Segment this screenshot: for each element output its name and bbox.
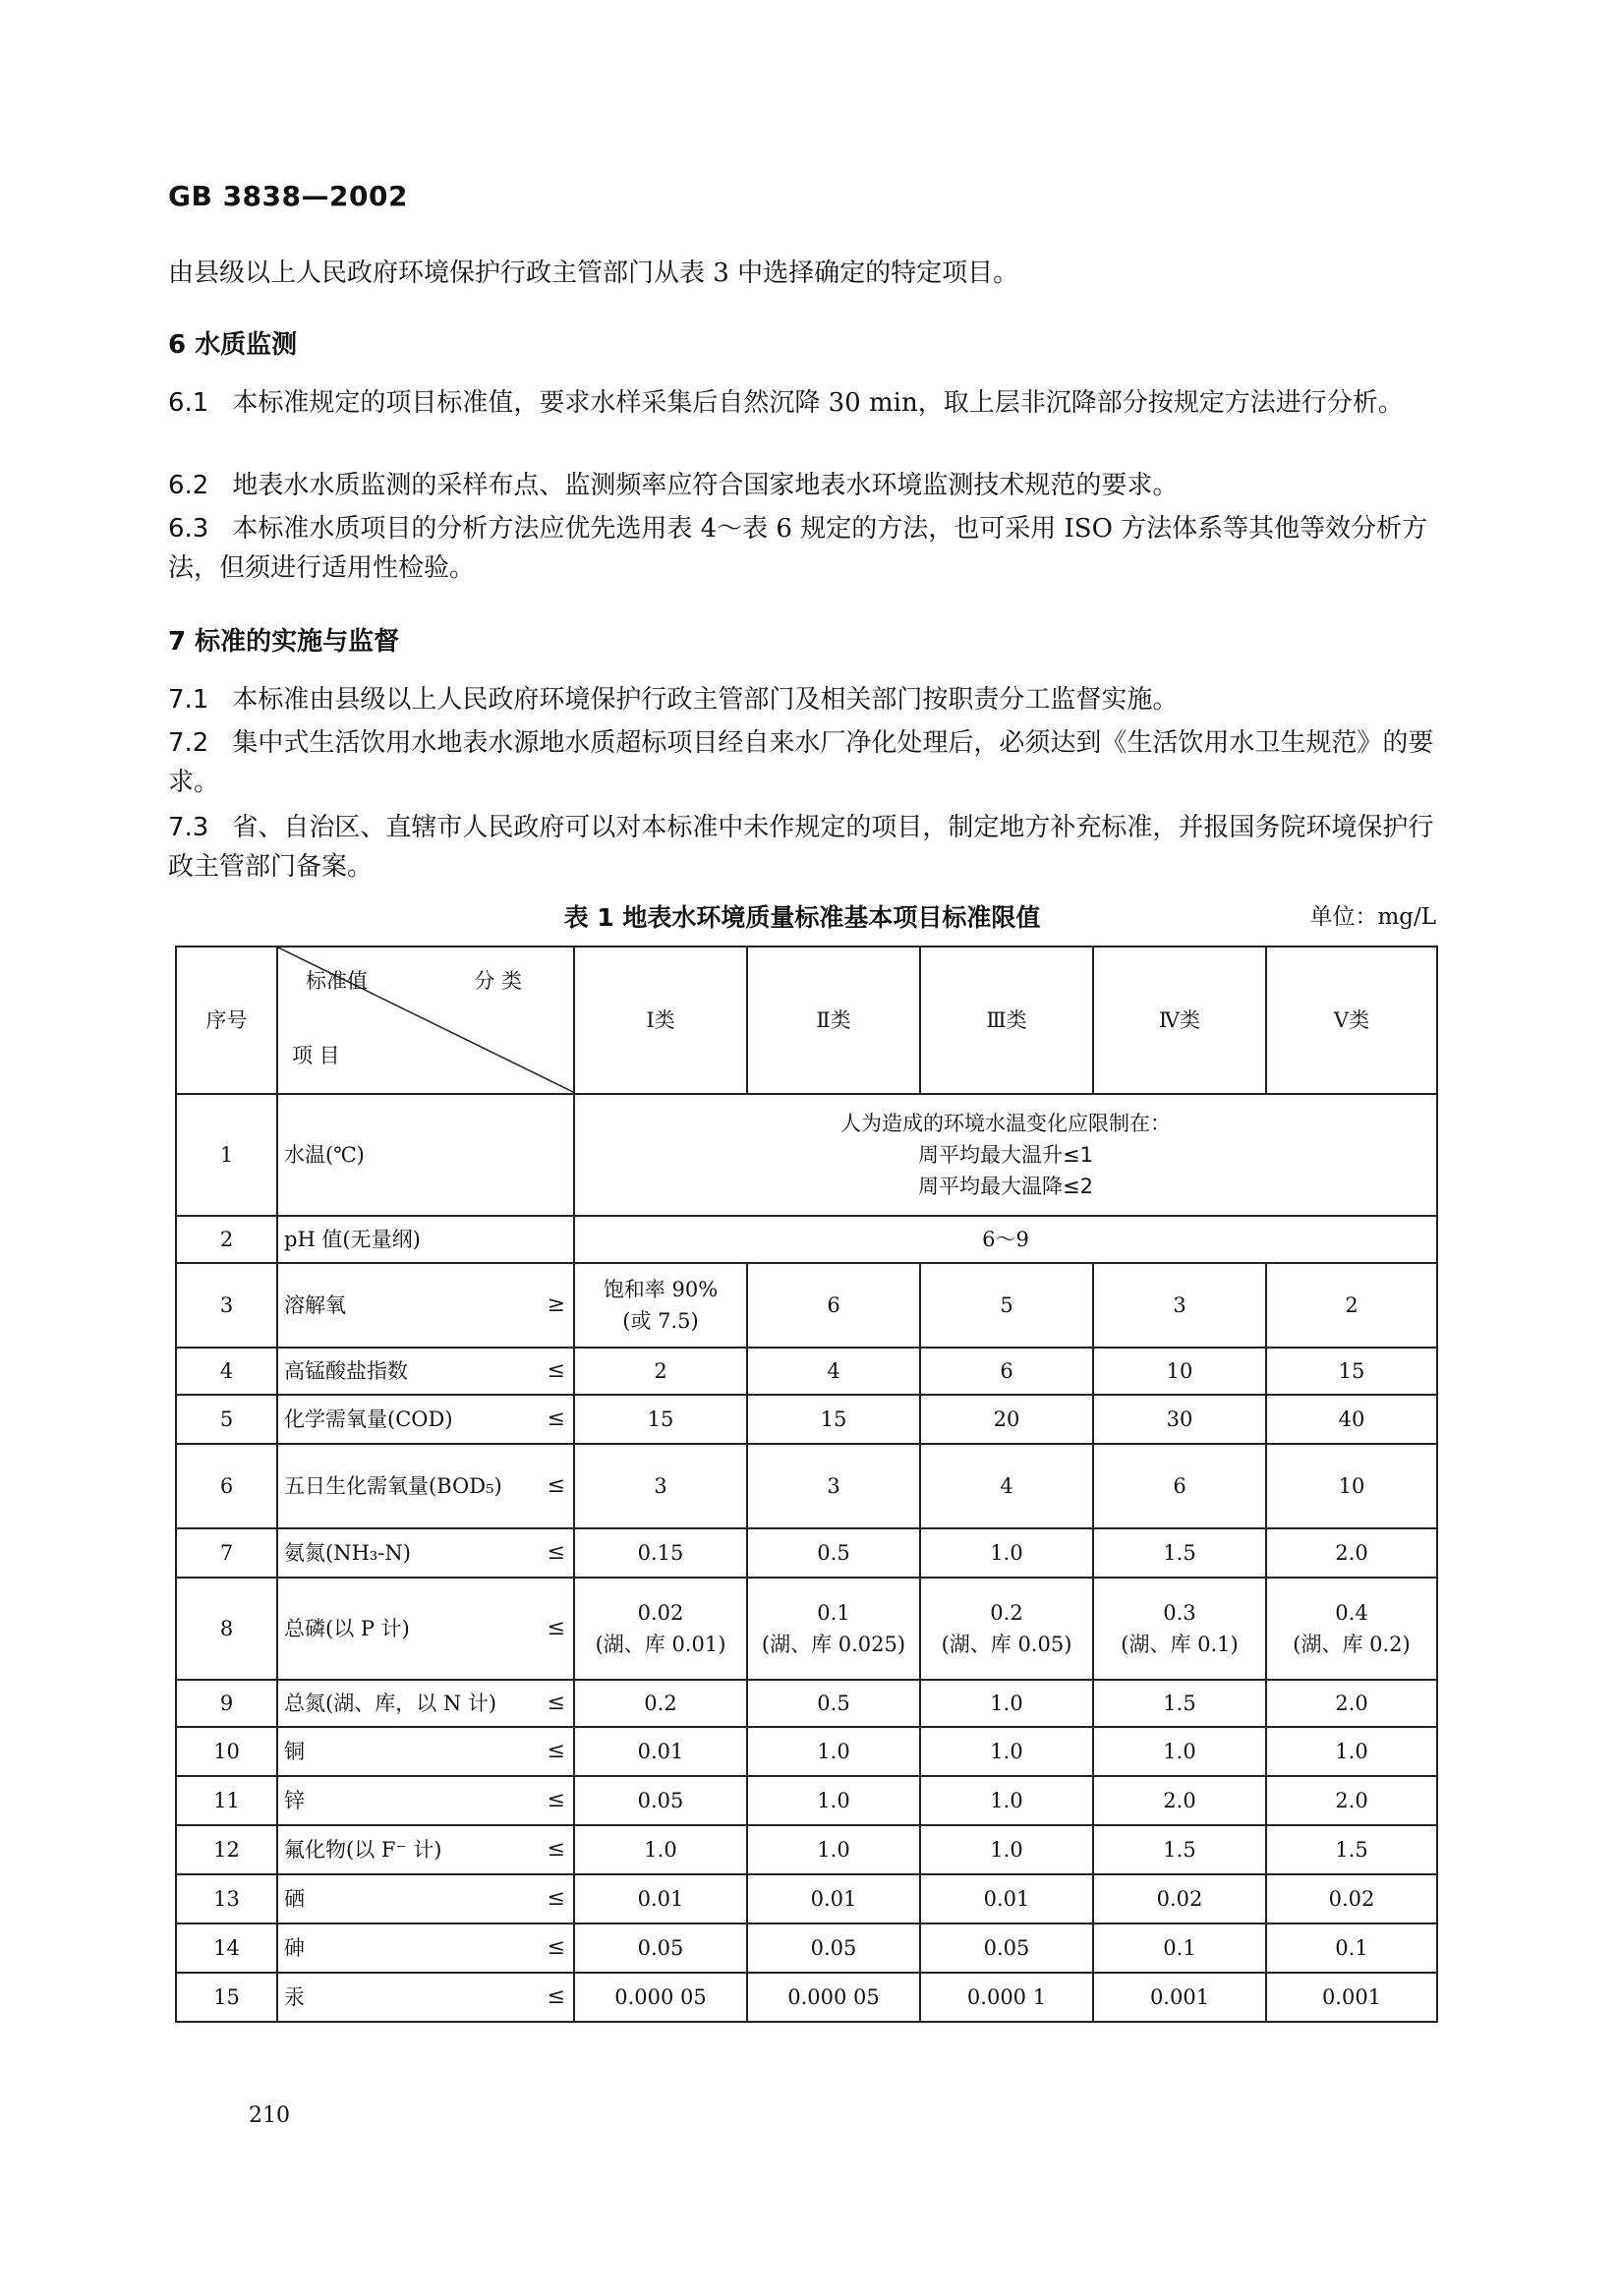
intro-paragraph: 由县级以上人民政府环境保护行政主管部门从表 3 中选择确定的特定项目。 [168, 258, 1019, 288]
class-2-value: 0.5 [747, 1680, 920, 1727]
class-3-value [920, 1578, 1093, 1680]
value-line: 饱和率 90% [603, 1278, 719, 1301]
class-5-value: 2 [1266, 1263, 1437, 1348]
class-1-value: 3 [574, 1444, 747, 1528]
table-caption [168, 898, 1436, 938]
comparison-symbol: ≤ [547, 1540, 565, 1565]
value-line: 0.02 [637, 1601, 684, 1625]
row-seq: 6 [176, 1444, 277, 1528]
class-5-value: 15 [1266, 1348, 1437, 1395]
clause-number: 6.1 [168, 388, 209, 418]
row-item [277, 1444, 574, 1528]
comparison-symbol: ≤ [547, 1616, 565, 1640]
table-row [176, 1680, 1437, 1727]
water-temp-note [574, 1094, 1437, 1216]
document-header: GB 3838—2002 [168, 180, 408, 212]
class-5-value: 1.0 [1266, 1727, 1437, 1776]
comparison-symbol: ≥ [547, 1292, 565, 1317]
item-name: 氨氮(NH₃-N) [284, 1541, 411, 1565]
table-row [176, 1528, 1437, 1578]
class-4-value: 0.1 [1093, 1923, 1266, 1973]
class-5-value: 2.0 [1266, 1680, 1437, 1727]
item-name: 锌 [284, 1789, 305, 1812]
class-2-value: 6 [747, 1263, 920, 1348]
row-item [277, 1680, 574, 1727]
row-seq: 13 [176, 1874, 277, 1923]
table-row [176, 1727, 1437, 1776]
row-item [277, 1923, 574, 1973]
class-4-value: 3 [1093, 1263, 1266, 1348]
value-line: 0.4 [1335, 1601, 1368, 1625]
table-row [176, 1973, 1437, 2022]
ph-value: 6～9 [574, 1216, 1437, 1263]
class-4-value: 0.001 [1093, 1973, 1266, 2022]
clause-6-3 [168, 509, 1436, 588]
header-item: 项 目 [292, 1044, 340, 1067]
class-5-value: 10 [1266, 1444, 1437, 1528]
class-4-value: 2.0 [1093, 1776, 1266, 1825]
class-1-value: 0.05 [574, 1776, 747, 1825]
class-2-value: 1.0 [747, 1825, 920, 1874]
comparison-symbol: ≤ [547, 1886, 565, 1911]
comparison-symbol: ≤ [547, 1691, 565, 1715]
value-line: 0.2 [990, 1601, 1023, 1625]
class-3-value: 4 [920, 1444, 1093, 1528]
item-name: 溶解氧 [284, 1293, 346, 1317]
comparison-symbol: ≤ [547, 1984, 565, 2009]
page-number: 210 [249, 2103, 290, 2128]
row-seq: 10 [176, 1727, 277, 1776]
row-item [277, 1874, 574, 1923]
row-seq: 15 [176, 1973, 277, 2022]
clause-7-1 [168, 680, 1436, 719]
table-row [176, 1874, 1437, 1923]
comparison-symbol: ≤ [547, 1788, 565, 1812]
class-3-value: 6 [920, 1348, 1093, 1395]
clause-text: 地表水水质监测的采样布点、监测频率应符合国家地表水环境监测技术规范的要求。 [232, 471, 1179, 500]
class-4-value: 1.5 [1093, 1825, 1266, 1874]
class-1-value: 2 [574, 1348, 747, 1395]
comparison-symbol: ≤ [547, 1739, 565, 1763]
clause-number: 7.1 [168, 685, 209, 715]
value-line: (湖、库 0.1) [1121, 1633, 1239, 1656]
item-name: 高锰酸盐指数 [284, 1359, 408, 1383]
clause-number: 6.2 [168, 471, 209, 500]
class-3-value: 0.05 [920, 1923, 1093, 1973]
class-3-value: 1.0 [920, 1727, 1093, 1776]
clause-text: 本标准水质项目的分析方法应优先选用表 4～表 6 规定的方法，也可采用 ISO 方法体系等其他等效分析方法，但须进行适用性检验。 [168, 514, 1428, 583]
comparison-symbol: ≤ [547, 1406, 565, 1431]
comparison-symbol: ≤ [547, 1358, 565, 1383]
class-2-value: 1.0 [747, 1727, 920, 1776]
class-1-value: 0.01 [574, 1874, 747, 1923]
item-name: 铜 [284, 1740, 305, 1763]
row-seq: 7 [176, 1528, 277, 1578]
class-3-value: 1.0 [920, 1680, 1093, 1727]
row-seq: 5 [176, 1395, 277, 1444]
class-1-value: 0.15 [574, 1528, 747, 1578]
class-2-value: 1.0 [747, 1776, 920, 1825]
water-temp-line: 周平均最大温升≤1 [918, 1143, 1093, 1167]
row-item [277, 1263, 574, 1348]
row-item [277, 1727, 574, 1776]
table-title: 表 1 地表水环境质量标准基本项目标准限值 [563, 903, 1041, 932]
class-1-value: 15 [574, 1395, 747, 1444]
class-1-value [574, 1578, 747, 1680]
value-line: 0.1 [817, 1601, 850, 1625]
table-row [176, 1348, 1437, 1395]
table-row [176, 1395, 1437, 1444]
class-4-value [1093, 1578, 1266, 1680]
header-class-3: Ⅲ类 [920, 947, 1093, 1094]
row-seq: 3 [176, 1263, 277, 1348]
table-row [176, 1578, 1437, 1680]
header-seq: 序号 [176, 947, 277, 1094]
table-row [176, 1094, 1437, 1216]
class-3-value: 1.0 [920, 1776, 1093, 1825]
class-2-value [747, 1578, 920, 1680]
clause-7-3 [168, 808, 1436, 887]
value-line: 0.3 [1163, 1601, 1196, 1625]
value-line: (湖、库 0.01) [595, 1633, 726, 1656]
class-4-value: 1.0 [1093, 1727, 1266, 1776]
row-item [277, 1528, 574, 1578]
row-item [277, 1395, 574, 1444]
class-2-value: 0.000 05 [747, 1973, 920, 2022]
class-4-value: 1.5 [1093, 1680, 1266, 1727]
class-4-value: 6 [1093, 1444, 1266, 1528]
section-6-heading: 6 水质监测 [168, 330, 298, 360]
class-5-value: 2.0 [1266, 1528, 1437, 1578]
row-item [277, 1776, 574, 1825]
row-seq: 2 [176, 1216, 277, 1263]
class-5-value: 0.1 [1266, 1923, 1437, 1973]
item-name: 砷 [284, 1936, 305, 1960]
value-line: (湖、库 0.025) [761, 1633, 906, 1656]
row-seq: 12 [176, 1825, 277, 1874]
header-class-1: Ⅰ类 [574, 947, 747, 1094]
value-line: (湖、库 0.2) [1293, 1633, 1411, 1656]
class-4-value: 10 [1093, 1348, 1266, 1395]
water-temp-line: 人为造成的环境水温变化应限制在： [840, 1112, 1171, 1135]
row-item [277, 1348, 574, 1395]
header-standard-value: 标准值 [306, 969, 368, 993]
class-2-value: 0.01 [747, 1874, 920, 1923]
item-name: 氟化物(以 F⁻ 计) [284, 1838, 442, 1862]
row-seq: 4 [176, 1348, 277, 1395]
header-class-2: Ⅱ类 [747, 947, 920, 1094]
row-seq: 8 [176, 1578, 277, 1680]
clause-number: 7.3 [168, 813, 209, 842]
item-name: 硒 [284, 1887, 305, 1911]
table-row [176, 1263, 1437, 1348]
class-1-value: 0.000 05 [574, 1973, 747, 2022]
table-row [176, 1776, 1437, 1825]
table-header-row [176, 947, 1437, 1094]
header-category: 分 类 [474, 969, 522, 993]
class-1-value [574, 1263, 747, 1348]
row-seq: 14 [176, 1923, 277, 1973]
comparison-symbol: ≤ [547, 1473, 565, 1498]
item-name: 五日生化需氧量(BOD₅) [284, 1474, 502, 1498]
class-1-value: 0.2 [574, 1680, 747, 1727]
class-3-value: 1.0 [920, 1528, 1093, 1578]
class-5-value: 2.0 [1266, 1776, 1437, 1825]
table-unit: 单位：mg/L [1309, 904, 1436, 930]
value-line: (湖、库 0.05) [941, 1633, 1072, 1656]
row-item [277, 1578, 574, 1680]
header-class-5: Ⅴ类 [1266, 947, 1437, 1094]
clause-6-1 [168, 383, 1436, 423]
clause-text: 省、自治区、直辖市人民政府可以对本标准中未作规定的项目，制定地方补充标准，并报国务院环境保护行政主管部门备案。 [168, 813, 1434, 882]
class-3-value: 5 [920, 1263, 1093, 1348]
clause-number: 6.3 [168, 514, 209, 544]
standard-limits-table [175, 946, 1438, 2023]
class-2-value: 0.05 [747, 1923, 920, 1973]
class-5-value [1266, 1578, 1437, 1680]
class-5-value: 0.02 [1266, 1874, 1437, 1923]
class-4-value: 0.02 [1093, 1874, 1266, 1923]
class-3-value: 20 [920, 1395, 1093, 1444]
table-row [176, 1825, 1437, 1874]
header-diagonal-cell [277, 947, 574, 1094]
class-1-value: 0.01 [574, 1727, 747, 1776]
section-7-heading: 7 标准的实施与监督 [168, 627, 400, 657]
row-seq: 11 [176, 1776, 277, 1825]
class-5-value: 40 [1266, 1395, 1437, 1444]
clause-7-2 [168, 723, 1436, 802]
header-class-4: Ⅳ类 [1093, 947, 1266, 1094]
class-2-value: 15 [747, 1395, 920, 1444]
class-3-value: 1.0 [920, 1825, 1093, 1874]
table-row [176, 1923, 1437, 1973]
comparison-symbol: ≤ [547, 1935, 565, 1960]
clause-text: 集中式生活饮用水地表水源地水质超标项目经自来水厂净化处理后，必须达到《生活饮用水卫生规范》的要求。 [168, 728, 1434, 797]
class-3-value: 0.000 1 [920, 1973, 1093, 2022]
class-5-value: 1.5 [1266, 1825, 1437, 1874]
comparison-symbol: ≤ [547, 1837, 565, 1862]
item-name: 化学需氧量(COD) [284, 1407, 453, 1431]
class-1-value: 0.05 [574, 1923, 747, 1973]
class-4-value: 30 [1093, 1395, 1266, 1444]
item-name: 总氮(湖、库，以 N 计) [284, 1692, 497, 1715]
table-row [176, 1216, 1437, 1263]
class-5-value: 0.001 [1266, 1973, 1437, 2022]
water-temp-line: 周平均最大温降≤2 [918, 1175, 1093, 1198]
class-2-value: 3 [747, 1444, 920, 1528]
table-row [176, 1444, 1437, 1528]
item-name: 总磷(以 P 计) [284, 1617, 410, 1640]
row-item: 水温(℃) [277, 1094, 574, 1216]
row-seq: 1 [176, 1094, 277, 1216]
class-2-value: 0.5 [747, 1528, 920, 1578]
clause-number: 7.2 [168, 728, 209, 758]
item-name: 汞 [284, 1985, 305, 2009]
clause-text: 本标准规定的项目标准值，要求水样采集后自然沉降 30 min，取上层非沉降部分按规定方法进行分析。 [232, 388, 1404, 418]
clause-6-2 [168, 466, 1436, 505]
row-seq: 9 [176, 1680, 277, 1727]
class-2-value: 4 [747, 1348, 920, 1395]
row-item [277, 1825, 574, 1874]
clause-text: 本标准由县级以上人民政府环境保护行政主管部门及相关部门按职责分工监督实施。 [232, 685, 1179, 715]
value-line: (或 7.5) [622, 1309, 699, 1333]
class-3-value: 0.01 [920, 1874, 1093, 1923]
row-item: pH 值(无量纲) [277, 1216, 574, 1263]
class-1-value: 1.0 [574, 1825, 747, 1874]
row-item [277, 1973, 574, 2022]
class-4-value: 1.5 [1093, 1528, 1266, 1578]
